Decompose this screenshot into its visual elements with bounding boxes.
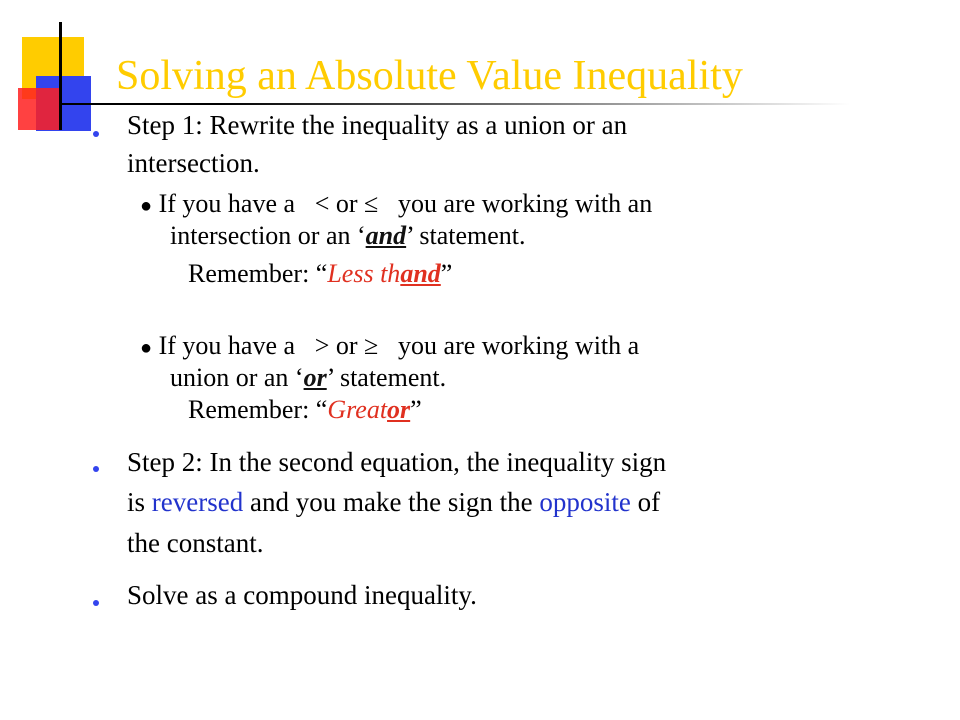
remember-keyword: and (400, 259, 441, 288)
title-underline (60, 103, 850, 105)
step1-line2: intersection. (127, 148, 260, 178)
remember-label: Remember: “ (188, 259, 328, 288)
step2-highlight-reversed: reversed (151, 487, 244, 517)
bullet-b-prefix: If you have a (158, 331, 296, 360)
remember-label: Remember: “ (188, 395, 328, 424)
bullet-dot (93, 466, 99, 472)
bullet-a-suffix: you are working with an (398, 189, 653, 218)
step2-line2 (127, 487, 660, 518)
sub-bullet-dot: ● (140, 195, 153, 217)
step2-line2-post: of (630, 487, 661, 517)
bullet-a-line2 (170, 221, 526, 251)
bullet-b-keyword: or (303, 363, 327, 392)
bullet-dot (93, 131, 99, 137)
bullet-b-line1 (140, 331, 639, 363)
step3-line1: Solve as a compound inequality. (127, 580, 477, 610)
step2-line2-pre: is (127, 487, 152, 517)
step2-line3: the constant. (127, 528, 264, 558)
bullet-a-keyword: and (365, 221, 407, 250)
bullet-b-math: > or ≥ (314, 331, 379, 360)
bullet-b-suffix: you are working with a (398, 331, 640, 360)
slide-title: Solving an Absolute Value Inequality (116, 53, 743, 99)
remember-keyword: or (387, 395, 411, 424)
remember-close-quote: ” (440, 259, 453, 288)
step2-highlight-opposite: opposite (539, 487, 631, 517)
bullet-b-line2-pre: union or an ‘ (170, 363, 304, 392)
decor-vertical-line (59, 22, 62, 130)
decor-red-square (18, 88, 60, 130)
bullet-a-line1 (140, 189, 652, 221)
step2-line2-mid: and you make the sign the (243, 487, 540, 517)
bullet-b-remember (188, 395, 422, 425)
bullet-b-line2-post: ’ statement. (326, 363, 447, 392)
remember-close-quote: ” (410, 395, 422, 424)
step1-line1: Step 1: Rewrite the inequality as a union or an (127, 110, 628, 140)
bullet-a-line2-post: ’ statement. (406, 221, 526, 250)
bullet-a-prefix: If you have a (158, 189, 296, 218)
bullet-a-line2-pre: intersection or an ‘ (170, 221, 366, 250)
remember-phrase: Great (327, 395, 388, 424)
bullet-dot (93, 600, 99, 606)
bullet-b-line2 (170, 363, 446, 393)
remember-phrase: Less th (327, 259, 401, 288)
step2-line1: Step 2: In the second equation, the inequality sign (127, 447, 667, 477)
bullet-a-math: < or ≤ (314, 189, 379, 218)
bullet-a-remember (188, 259, 452, 289)
sub-bullet-dot: ● (140, 337, 153, 359)
